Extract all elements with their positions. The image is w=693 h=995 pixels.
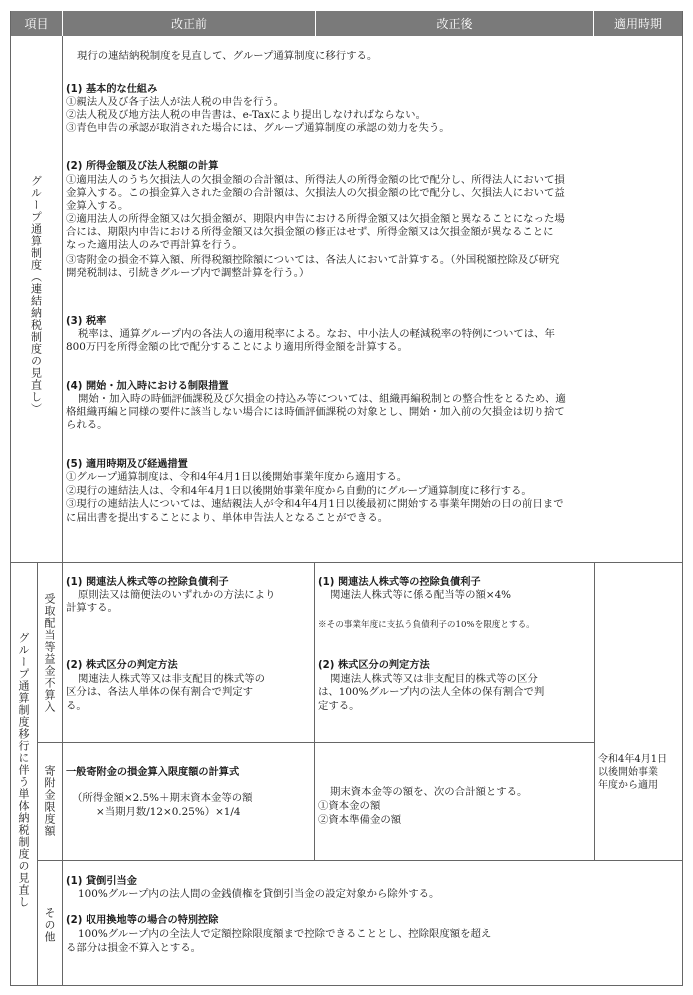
s5-line: ①グループ通算制度は、令和4年4月1日以後開始事業年度から適用する。 <box>66 471 408 483</box>
grid-line <box>37 742 594 743</box>
donation-after-item: ①資本金の額 <box>318 800 381 812</box>
s2-line: 金算入する。 <box>66 200 129 212</box>
s5-heading: (5) 適用時期及び経過措置 <box>66 459 188 470</box>
other-line: 100%グループ内の法人間の金銭債権を貸倒引当金の設定対象から除外する。 <box>78 888 440 900</box>
dividend-label: 受取配当等益金不算入 <box>43 592 56 713</box>
div-after-h1: (1) 関連法人株式等の控除負債利子 <box>318 577 481 588</box>
s5-line: ②現行の連結法人は、令和4年4月1日以後開始事業年度から自動的にグループ通算制度に移行する。 <box>66 485 532 497</box>
div-after-line: 定する。 <box>318 700 360 712</box>
header-period: 適用時期 <box>594 11 682 36</box>
s3-line: 税率は、通算グループ内の各法人の適用税率による。なお、中小法人の軽減税率の特例については、年 <box>78 328 555 340</box>
s2-line: ①適用法人のうち欠損法人の欠損金額の合計額は、所得法人の所得金額の比で配分し、所得法人において損 <box>66 174 565 186</box>
div-after-line: 関連法人株式等又は非支配目的株式等の区分 <box>330 673 538 685</box>
div-before-h2: (2) 株式区分の判定方法 <box>66 660 178 671</box>
s2-line: ③寄附金の損金不算入額、所得税額控除額については、各法人において計算する。（外国税額控除及び研究 <box>66 254 560 266</box>
donation-formula: （所得金額×2.5%＋期末資本金等の額 <box>72 792 253 804</box>
div-before-line: 計算する。 <box>66 602 118 614</box>
donation-after-item: ②資本準備金の額 <box>318 814 402 826</box>
div-before-h1: (1) 関連法人株式等の控除負債利子 <box>66 577 229 588</box>
div-after-line: 関連法人株式等に係る配当等の額×4% <box>330 589 512 601</box>
period-line: 以後開始事業 <box>598 767 658 778</box>
group-section-label: グループ通算制度（連結納税制度の見直し） <box>29 175 43 415</box>
header-item: 項目 <box>11 11 62 36</box>
s3-line: 800万円を所得金額の比で配分することにより適用所得金額を計算する。 <box>66 341 408 353</box>
group-intro: 現行の連結納税制度を見直して、グループ通算制度に移行する。 <box>77 50 378 62</box>
s2-line: 金算入する。この損金算入された金額の合計額は、欠損法人の欠損金額の比で配分し、欠損法人において益 <box>66 187 565 199</box>
donation-heading: 一般寄附金の損金算入限度額の計算式 <box>66 767 240 778</box>
s4-line: 格組織再編と同様の要件に該当しない場合には時価評価課税の対象とし、開始・加入前の欠損金は切り捨て <box>66 406 565 418</box>
other-label: その他 <box>43 907 56 943</box>
s4-line: られる。 <box>66 419 108 431</box>
grid-line <box>594 562 595 860</box>
s4-line: 開始・加入時の時価評価課税及び欠損金の持込み等については、組織再編税制との整合性をとるため、適 <box>78 393 566 405</box>
div-after-line: は、100%グループ内の法人全体の保有割合で判 <box>318 686 545 698</box>
div-before-line: 原則法又は簡便法のいずれかの方法により <box>78 589 276 601</box>
other-h1: (1) 貸倒引当金 <box>66 876 137 887</box>
grid-line <box>682 11 683 985</box>
s1-line: ①親法人及び各子法人が法人税の申告を行う。 <box>66 96 285 108</box>
grid-line <box>314 562 315 860</box>
s2-line: 開発税制は、引続きグループ内で調整計算を行う。） <box>66 267 310 279</box>
other-h2: (2) 収用換地等の場合の特別控除 <box>66 915 219 926</box>
div-after-h2: (2) 株式区分の判定方法 <box>318 660 430 671</box>
s4-heading: (4) 開始・加入時における制限措置 <box>66 381 229 392</box>
grid-line <box>62 36 63 985</box>
s5-line: に届出書を提出することにより、単体申告法人となることができる。 <box>66 512 389 524</box>
s2-line: なった適用法人のみで再計算を行う。 <box>66 239 243 251</box>
donation-after-intro: 期末資本金等の額を、次の合計額とする。 <box>330 786 528 798</box>
div-after-note: ※その事業年度に支払う負債利子の10%を限度とする。 <box>318 620 535 630</box>
period-line: 令和4年4月1日 <box>598 754 668 765</box>
s5-line: ③現行の連結法人については、連結親法人が令和4年4月1日以後最初に開始する事業年開始の日の前日まで <box>66 498 564 510</box>
s1-heading: (1) 基本的な仕組み <box>66 84 158 95</box>
grid-line <box>10 562 683 563</box>
div-before-line: る。 <box>66 700 87 712</box>
other-line: る部分は損金不算入とする。 <box>66 942 202 954</box>
other-line: 100%グループ内の全法人で定額控除限度額まで控除できることとし、控除限度額を超え <box>78 928 492 940</box>
grid-line <box>37 860 683 861</box>
s2-line: 合には、期限内申告における所得金額又は欠損金額の修正はせず、所得金額又は欠損金額が異なることに <box>66 226 554 238</box>
s2-heading: (2) 所得金額及び法人税額の計算 <box>66 161 219 172</box>
s2-line: ②適用法人の所得金額又は欠損金額が、期限内申告における所得金額又は欠損金額と異なることになった場 <box>66 213 565 225</box>
s1-line: ③青色申告の承認が取消された場合には、グループ通算制度の承認の効力を失う。 <box>66 122 450 134</box>
single-section-label: グループ通算制度移行に伴う単体納税制度の見直し <box>17 632 30 908</box>
s3-heading: (3) 税率 <box>66 316 107 327</box>
header-after: 改正後 <box>316 11 593 36</box>
period-line: 年度から適用 <box>598 780 658 791</box>
donation-label: 寄附金限度額 <box>43 765 56 837</box>
div-before-line: 関連法人株式等又は非支配目的株式等の <box>78 673 266 685</box>
div-before-line: 区分は、各法人単体の保有割合で判定す <box>66 686 254 698</box>
grid-line <box>10 985 683 986</box>
donation-formula: ×当期月数/12×0.25%）×1/4 <box>96 806 241 818</box>
s1-line: ②法人税及び地方法人税の申告書は、e-Taxにより提出しなければならない。 <box>66 109 426 121</box>
header-before: 改正前 <box>63 11 315 36</box>
